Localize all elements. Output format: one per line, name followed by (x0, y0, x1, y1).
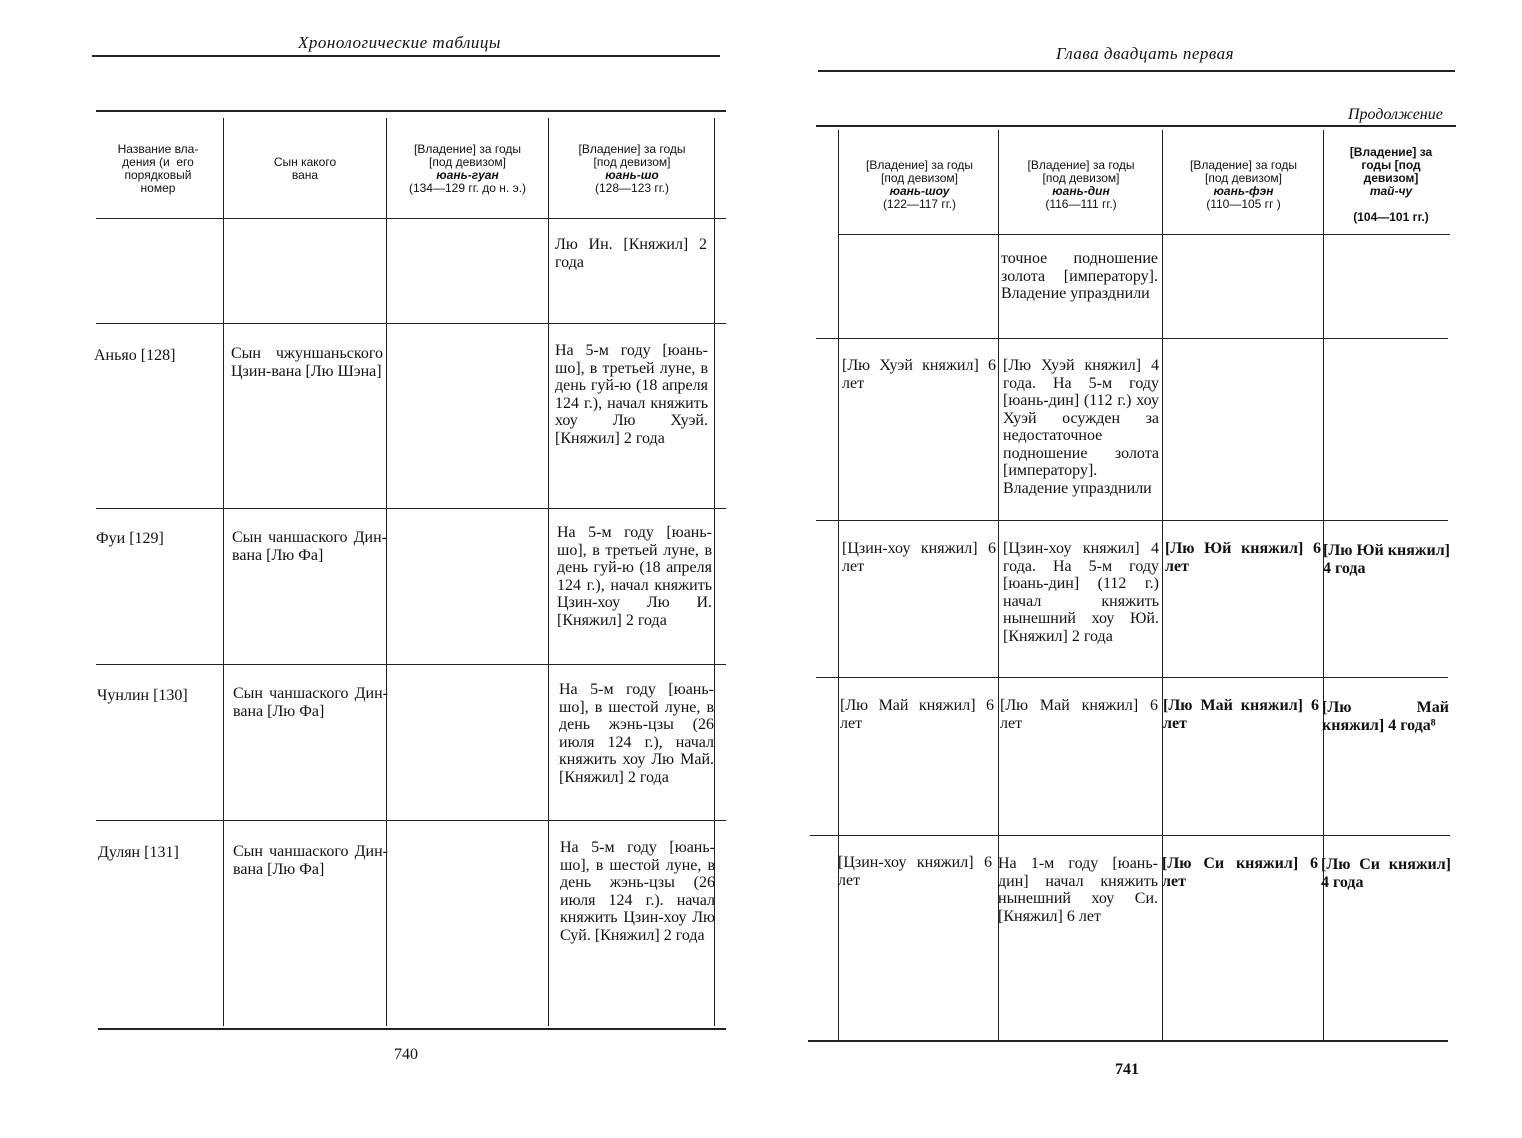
table-cell: [Цзин-хоу княжил] 6 лет (838, 854, 992, 889)
head-rule (818, 70, 1455, 72)
column-rule (1323, 130, 1324, 1040)
right-page (760, 0, 1522, 1138)
row-rule (810, 835, 1450, 836)
column-header-yuanshou: [Владение] за годы [под девизом] юань-шоу (122—117 гг.) (865, 158, 974, 211)
table-top-rule (96, 110, 726, 112)
table-cell: Сын чжуншаньского Цзин-вана [Лю Шэна] (231, 345, 383, 380)
column-rule (386, 118, 387, 1026)
table-cell: Чунлин [130] (97, 687, 188, 704)
row-rule (816, 520, 1448, 521)
page-number: 741 (1115, 1061, 1139, 1078)
table-cell: [Цзин-хоу княжил] 4 года. На 5-м году [юань-дин] (112 г.) начал княжить нынешний хоу Юй. [Княжил] 2 года (1003, 540, 1159, 645)
table-cell: [Лю Юй княжил] 4 года (1323, 542, 1450, 577)
head-rule (92, 55, 720, 57)
table-cell: На 5-м году [юань-шо], в шестой луне, в день жэнь-цзы (26 июля 124 г.), начал княжить хоу Лю Май. [Княжил] 2 года (559, 681, 714, 786)
left-page (0, 0, 760, 1138)
table-cell: На 5-м году [юань-шо], в третьей луне, в день гуй-ю (18 апреля 124 г.), начал княжить хоу Лю Хуэй. [Княжил] 2 года (555, 342, 708, 447)
table-bottom-rule (808, 1040, 1448, 1042)
row-rule (96, 664, 726, 665)
table-cell: [Лю Юй княжил] 6 лет (1165, 540, 1321, 575)
table-bottom-rule (98, 1028, 726, 1030)
table-cell: Лю Ин. [Княжил] 2 года (555, 236, 707, 271)
column-header-yuanding: [Владение] за годы [под девизом] юань-дин (116—111 гг.) (1027, 158, 1135, 211)
column-rule (838, 130, 839, 1040)
column-header-taichu: [Владение] за годы [под девизом] тай-чу (104—101 гг.) (1349, 145, 1433, 224)
table-cell: [Лю Хуэй княжил] 6 лет (842, 357, 996, 392)
table-cell: Аньяо [128] (94, 347, 176, 364)
row-rule (96, 323, 726, 324)
row-rule (96, 508, 726, 509)
column-rule (223, 118, 224, 1026)
table-cell: [Лю Си княжил] 4 года (1321, 856, 1451, 891)
table-cell: [Лю Хуэй княжил] 4 года. На 5-м году [юань-дин] (112 г.) хоу Хуэй осужден за недостаточное подношение золота [императору]. Владение упразднили (1003, 357, 1159, 497)
column-header-yuanshuo: [Владение] за годы [под девизом] юань-шо (128—123 гг.) (578, 142, 686, 195)
table-cell: На 5-м году [юань-шо], в шестой луне, в день жэнь-цзы (26 июля 124 г.). начал княжить Цзин-хоу Лю Суй. [Княжил] 2 года (560, 839, 715, 944)
table-top-rule (816, 125, 1456, 127)
column-header-yuanfeng: [Владение] за годы [под девизом] юань-фэн (110—105 гг ) (1189, 158, 1298, 211)
page-number: 740 (394, 1046, 418, 1063)
column-rule (1162, 130, 1163, 1040)
row-rule (96, 820, 726, 821)
table-cell: Фуи [129] (96, 530, 164, 547)
table-cell: [Цзин-хоу княжил] 6 лет (842, 540, 996, 575)
column-rule (548, 118, 549, 1026)
row-rule (816, 677, 1448, 678)
table-cell: точное подношение золота [императору]. Владение упразднили (1001, 250, 1158, 302)
continued-label: Продолжение (1348, 106, 1443, 123)
table-cell: На 5-м году [юань-шо], в третьей луне, в день гуй-ю (18 апреля 124 г.), начал княжить Цзин-хоу Лю И. [Княжил] 2 года (557, 524, 712, 629)
table-cell: Сын чаншаского Дин-вана [Лю Фа] (232, 529, 387, 564)
table-cell: Сын чаншаского Дин-вана [Лю Фа] (233, 685, 388, 720)
header-bottom-rule (96, 218, 726, 219)
row-rule (816, 338, 1448, 339)
table-cell: Дулян [131] (98, 844, 179, 861)
table-cell: Сын чаншаского Дин-вана [Лю Фа] (233, 843, 388, 878)
table-cell: [Лю Май княжил] 6 лет (1163, 697, 1319, 732)
table-cell: На 1-м году [юань-дин] начал княжить нынешний хоу Си. [Княжил] 6 лет (998, 855, 1158, 925)
table-cell: [Лю Май княжил] 6 лет (1000, 697, 1158, 732)
running-head: Хронологические таблицы (298, 33, 501, 52)
column-header-son: Сын какого вана (273, 155, 337, 182)
header-bottom-rule (838, 234, 1450, 235)
column-header-name: Название вла- дения (и его порядковый номер (117, 142, 199, 195)
column-header-yuanguang: [Владение] за годы [под девизом] юань-гуан (134—129 гг. до н. э.) (408, 142, 527, 195)
table-cell: [Лю Май княжил] 4 года⁸ (1322, 699, 1449, 734)
running-head: Глава двадцать первая (1056, 44, 1235, 63)
table-cell: [Лю Май княжил] 6 лет (840, 697, 994, 732)
table-cell: [Лю Си княжил] 6 лет (1162, 855, 1318, 890)
